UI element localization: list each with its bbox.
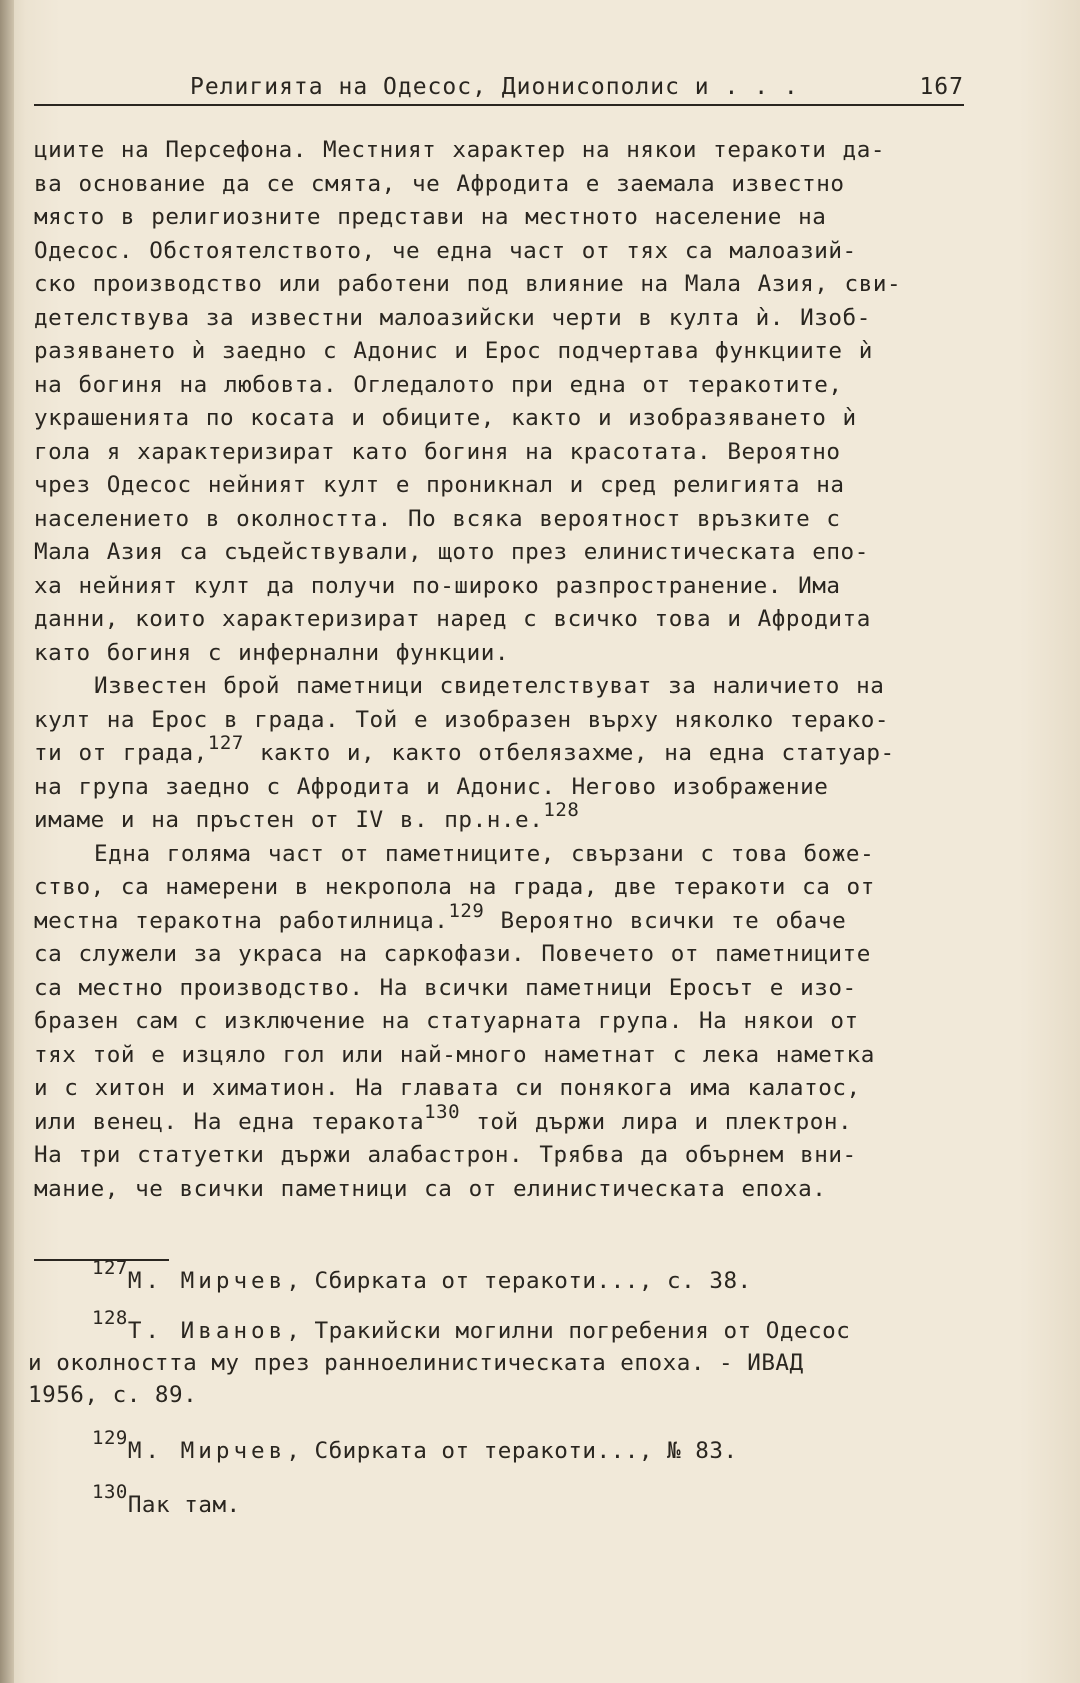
text-line: гола я характеризират като богиня на красотата. Вероятно xyxy=(34,438,841,465)
text-line: разяването ѝ заедно с Адонис и Ерос подчертава функциите ѝ xyxy=(34,338,873,364)
text-line: детелствува за известни малоазийски черти в култа ѝ. Изоб- xyxy=(34,304,871,331)
page-number: 167 xyxy=(919,74,964,100)
footnote-128: $^{128}$Т. Иванов, Тракийски могилни погребения от Одесос xyxy=(92,1307,851,1344)
text-line: ство, са намерени в некропола на града, две теракоти са от xyxy=(34,874,875,900)
footnote-ref-127[interactable]: 127 xyxy=(207,732,244,754)
text-line: тях той е изцяло гол или най-много наметнат с лека наметка xyxy=(34,1041,875,1068)
paragraph-aphrodite xyxy=(34,134,1000,670)
text-line: като богиня с инфернални функции. xyxy=(34,639,510,666)
footnotes xyxy=(28,1257,988,1521)
text-line: ха нейният култ да получи по-широко разпространение. Има xyxy=(34,572,841,599)
paragraph-eros-cult xyxy=(34,670,1000,838)
text-line: бразен сам с изключение на статуарната група. На някои от xyxy=(34,1008,859,1034)
text-line: украшенията по косата и обиците, както и изобразяването ѝ xyxy=(34,405,857,431)
footnote-ref-128[interactable]: 128 xyxy=(543,799,580,821)
footnote-127: $^{127}$М. Мирчев, Сбирката от теракоти..., с. 38. xyxy=(92,1257,752,1294)
text-line: място в религиозните представи на местното население на xyxy=(34,204,827,230)
text-line: и с хитон и химатион. На главата си понякога има калатос, xyxy=(34,1075,861,1101)
text-line: са служели за украса на саркофази. Повечето от паметниците xyxy=(34,941,871,967)
text-line: ско производство или работени под влияние на Мала Азия, сви- xyxy=(34,271,902,297)
text-line: чрез Одесос нейният култ е проникнал и сред религията на xyxy=(34,472,845,498)
footnote-128-continued: и околността му през ранноелинистическата епоха. - ИВАД xyxy=(28,1350,804,1376)
text-line: ва основание да се смята, че Афродита е заемала известно xyxy=(34,170,845,197)
text-line: местна теракотна работилница.$^{129}$ Вероятно всички те обаче xyxy=(34,899,847,934)
footnote-author: М. Мирчев xyxy=(127,1438,287,1464)
running-header xyxy=(34,74,964,106)
footnote-129: $^{129}$М. Мирчев, Сбирката от теракоти..., № 83. xyxy=(92,1427,738,1464)
text-line: имаме и на пръстен от IV в. пр.н.е.$^{128}$ xyxy=(34,799,580,833)
text-line: култ на Ерос в града. Той е изобразен върху няколко терако- xyxy=(34,706,890,733)
footnote-author: М. Мирчев xyxy=(127,1268,287,1294)
footnote-128-continued: 1956, с. 89. xyxy=(28,1382,198,1408)
text-line: Известен брой паметници свидетелствуват за наличието на xyxy=(94,673,885,699)
running-title: Религията на Одесос, Дионисополис и . . . xyxy=(190,74,799,100)
text-line: Една голяма част от паметниците, свързани с това боже- xyxy=(94,840,875,867)
main-text xyxy=(34,134,1000,1206)
text-line: данни, които характеризират наред с всичко това и Афродита xyxy=(34,606,871,632)
text-line: На три статуетки държи алабастрон. Трябва да обърнем вни- xyxy=(34,1142,857,1168)
text-line: на богиня на любовта. Огледалото при една от теракотите, xyxy=(34,371,843,398)
footnote-ref-129[interactable]: 129 xyxy=(448,899,485,922)
text-line: циите на Персефона. Местният характер на някои теракоти да- xyxy=(34,137,886,163)
text-line: населението в околността. По всяка вероятност връзките с xyxy=(34,505,841,532)
text-line: ти от града,$^{127}$ както и, както отбелязахме, на една статуар- xyxy=(34,732,895,766)
text-line: на група заедно с Афродита и Адонис. Негово изображение xyxy=(34,773,829,800)
text-line: или венец. На една теракота$^{130}$ той държи лира и плектрон. xyxy=(34,1100,853,1135)
footnote-author: Т. Иванов xyxy=(127,1318,287,1344)
text-line: са местно производство. На всички паметници Еросът е изо- xyxy=(34,974,857,1001)
footnote-130: $^{130}$Пак там. xyxy=(92,1481,241,1518)
text-line: Мала Азия са съдействували, щото през елинистическата епо- xyxy=(34,539,869,565)
footnote-ref-130[interactable]: 130 xyxy=(424,1100,461,1123)
paragraph-eros-monuments xyxy=(34,838,1000,1207)
book-spine-shadow xyxy=(0,0,14,1683)
text-line: мание, че всички паметници са от елинистическата епоха. xyxy=(34,1175,827,1202)
text-line: Одесос. Обстоятелството, че една част от тях са малоазий- xyxy=(34,237,857,264)
